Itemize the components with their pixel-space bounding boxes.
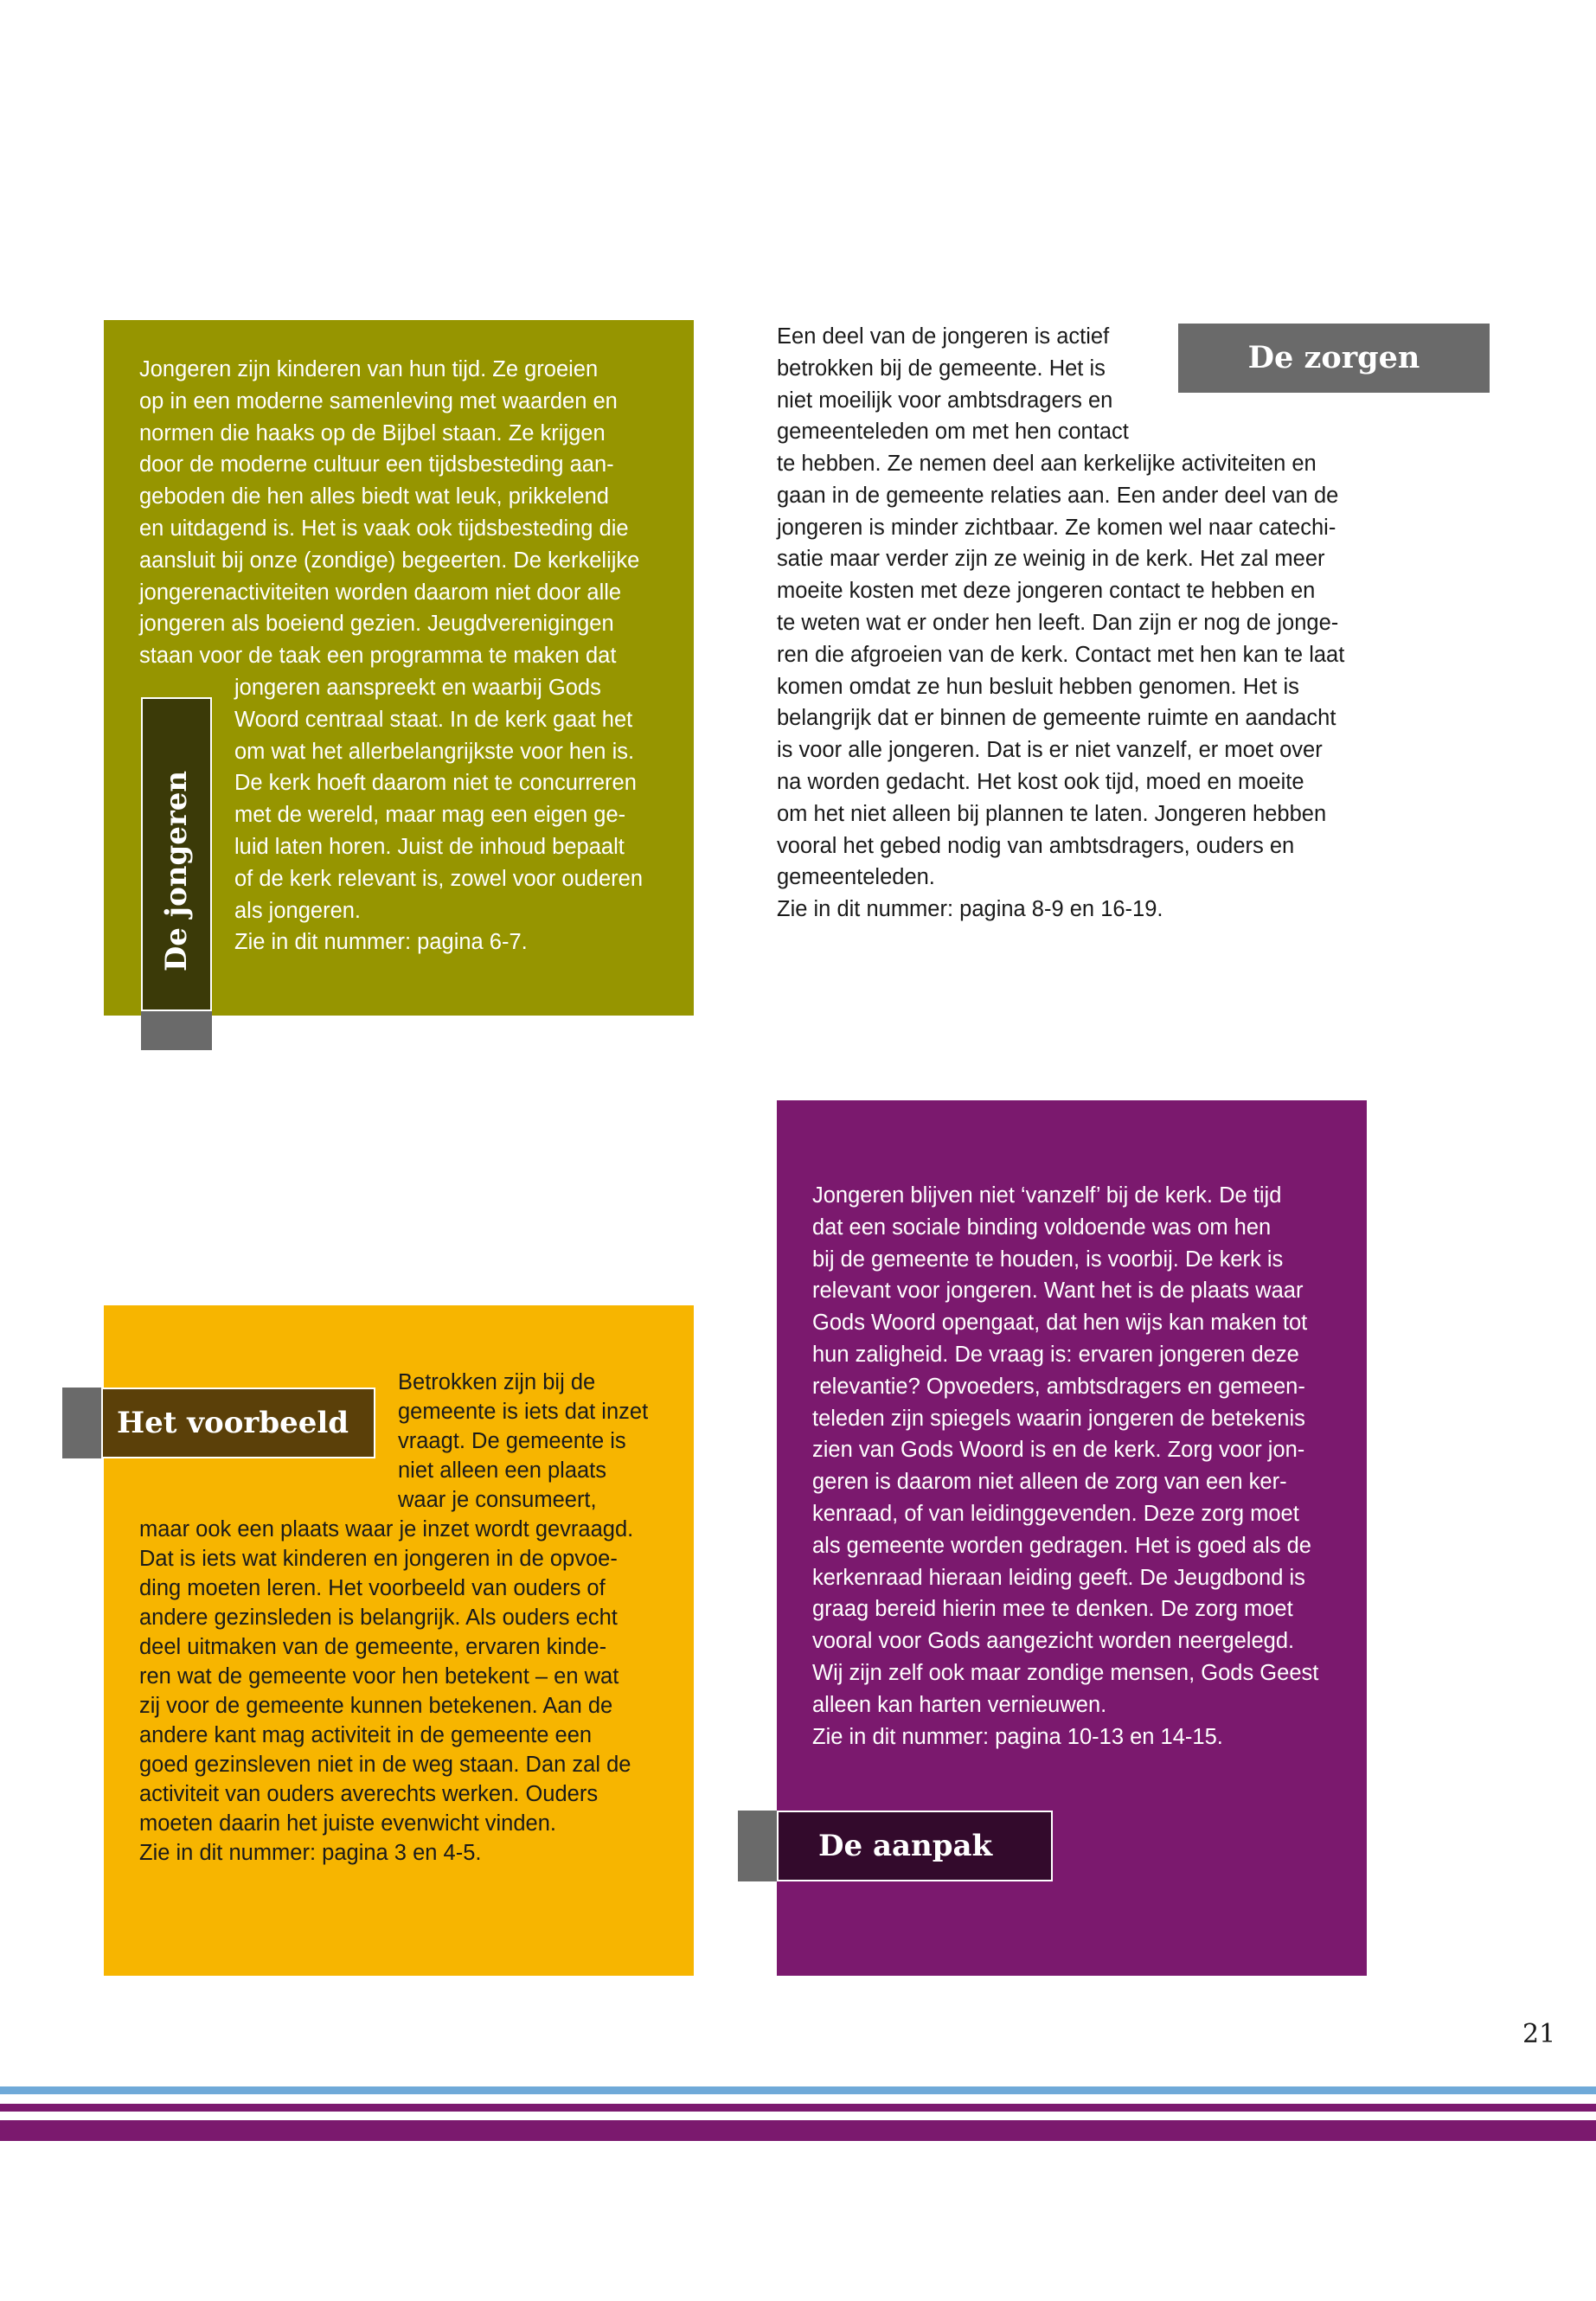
text-line: moeten daarin het juiste evenwicht vinden.	[139, 1811, 556, 1836]
text-line: om wat het allerbelangrijkste voor hen is.	[234, 739, 635, 764]
text-line: relevant voor jongeren. Want het is de plaats waar	[812, 1279, 1304, 1304]
text-line: Zie in dit nummer: pagina 3 en 4-5.	[139, 1841, 482, 1865]
text-line: geren is daarom niet alleen de zorg van een ker-	[812, 1470, 1287, 1495]
text-line: Een deel van de jongeren is actief	[777, 324, 1110, 349]
text-line: belangrijk dat er binnen de gemeente ruimte en aandacht	[777, 706, 1336, 731]
jongeren-text-bottom	[234, 672, 643, 958]
aanpak-title: De aanpak	[777, 1811, 1053, 1881]
text-line: vooral voor Gods aangezicht worden neergelegd.	[812, 1629, 1295, 1654]
text-line: na worden gedacht. Het kost ook tijd, moed en moeite	[777, 769, 1304, 794]
text-line: om het niet alleen bij plannen te laten. Jongeren hebben	[777, 801, 1327, 826]
aanpak-text	[812, 1180, 1318, 1753]
text-line: goed gezinsleven niet in de weg staan. Dan zal de	[139, 1753, 631, 1777]
text-line: Dat is iets wat kinderen en jongeren in de opvoe-	[139, 1547, 618, 1571]
text-line: zij voor de gemeente kunnen betekenen. Aan de	[139, 1694, 613, 1718]
text-line: ren die afgroeien van de kerk. Contact met hen kan te laat	[777, 642, 1345, 667]
text-line: niet moeilijk voor ambtsdragers en	[777, 388, 1113, 413]
text-line: als jongeren.	[234, 898, 362, 923]
voorbeeld-text-top	[398, 1368, 648, 1515]
text-line: jongeren als boeiend gezien. Jeugdverenigingen	[139, 612, 614, 637]
text-line: of de kerk relevant is, zowel voor ouderen	[234, 866, 643, 891]
text-line: jongeren is minder zichtbaar. Ze komen wel naar catechi-	[777, 515, 1336, 540]
text-line: en uitdagend is. Het is vaak ook tijdsbesteding die	[139, 516, 629, 541]
text-line: normen die haaks op de Bijbel staan. Ze krijgen	[139, 420, 606, 445]
text-line: deel uitmaken van de gemeente, ervaren kinde-	[139, 1635, 607, 1659]
zorgen-text-bottom	[777, 448, 1344, 926]
text-line: vooral het gebed nodig van ambtsdragers, ouders en	[777, 833, 1295, 858]
text-line: activiteit van ouders averechts werken. Ouders	[139, 1782, 599, 1806]
text-line: graag bereid hierin mee te denken. De zorg moet	[812, 1597, 1293, 1622]
text-line: komen omdat ze hun besluit hebben genomen. Het is	[777, 674, 1299, 699]
text-line: gemeente is iets dat inzet	[398, 1400, 649, 1424]
text-line: satie maar verder zijn ze weinig in de kerk. Het zal meer	[777, 547, 1325, 572]
text-line: andere kant mag activiteit in de gemeente een	[139, 1723, 593, 1747]
text-line: relevantie? Opvoeders, ambtsdragers en gemeen-	[812, 1374, 1305, 1399]
text-line: Zie in dit nummer: pagina 10-13 en 14-15.	[812, 1724, 1223, 1749]
text-line: De kerk hoeft daarom niet te concurreren	[234, 771, 637, 796]
text-line: Jongeren zijn kinderen van hun tijd. Ze groeien	[139, 357, 599, 381]
text-line: Betrokken zijn bij de	[398, 1370, 596, 1394]
text-line: aansluit bij onze (zondige) begeerten. De kerkelijke	[139, 548, 640, 573]
text-line: Zie in dit nummer: pagina 8-9 en 16-19.	[777, 897, 1163, 922]
page-number: 21	[1522, 2019, 1556, 2049]
text-line: luid laten horen. Juist de inhoud bepaalt	[234, 834, 625, 859]
text-line: te weten wat er onder hen leeft. Dan zijn er nog de jonge-	[777, 610, 1339, 635]
text-line: Zie in dit nummer: pagina 6-7.	[234, 930, 528, 955]
jongeren-title: De jongeren	[159, 770, 194, 972]
stripe-blue	[0, 2086, 1596, 2094]
voorbeeld-title: Het voorbeeld	[101, 1388, 375, 1458]
text-line: gaan in de gemeente relaties aan. Een ander deel van de	[777, 483, 1339, 508]
text-line: geboden die hen alles biedt wat leuk, prikkelend	[139, 484, 609, 510]
text-line: niet alleen een plaats	[398, 1458, 607, 1483]
text-line: te hebben. Ze nemen deel aan kerkelijke activiteiten en	[777, 452, 1317, 476]
text-line: als gemeente worden gedragen. Het is goed als de	[812, 1533, 1311, 1558]
text-line: maar ook een plaats waar je inzet wordt gevraagd.	[139, 1517, 634, 1541]
text-line: waar je consumeert,	[398, 1488, 597, 1512]
text-line: dat een sociale binding voldoende was om hen	[812, 1215, 1272, 1240]
text-line: alleen kan harten vernieuwen.	[812, 1692, 1107, 1717]
text-line: bij de gemeente te houden, is voorbij. De kerk is	[812, 1247, 1284, 1272]
text-line: op in een moderne samenleving met waarden en	[139, 388, 618, 413]
zorgen-text-top	[777, 321, 1129, 448]
text-line: is voor alle jongeren. Dat is er niet vanzelf, er moet over	[777, 738, 1323, 763]
text-line: zien van Gods Woord is en de kerk. Zorg voor jon-	[812, 1438, 1305, 1463]
text-line: hun zaligheid. De vraag is: ervaren jongeren deze	[812, 1342, 1299, 1367]
text-line: Woord centraal staat. In de kerk gaat het	[234, 707, 633, 732]
text-line: kerkenraad hieraan leiding geeft. De Jeugdbond is	[812, 1565, 1305, 1590]
text-line: Wij zijn zelf ook maar zondige mensen, Gods Geest	[812, 1660, 1319, 1685]
text-line: kenraad, of van leidinggevenden. Deze zorg moet	[812, 1501, 1299, 1526]
text-line: vraagt. De gemeente is	[398, 1429, 626, 1453]
text-line: Jongeren blijven niet ‘vanzelf’ bij de kerk. De tijd	[812, 1183, 1282, 1208]
text-line: jongeren aanspreekt en waarbij Gods	[234, 676, 601, 700]
text-line: ren wat de gemeente voor hen betekent – en wat	[139, 1664, 619, 1689]
stripe-purple-2	[0, 2120, 1596, 2141]
text-line: Gods Woord opengaat, dat hen wijs kan maken tot	[812, 1311, 1308, 1336]
stripe-purple-1	[0, 2104, 1596, 2112]
text-line: door de moderne cultuur een tijdsbesteding aan-	[139, 452, 614, 478]
text-line: gemeenteleden om met hen contact	[777, 420, 1129, 445]
text-line: andere gezinsleden is belangrijk. Als ouders echt	[139, 1606, 618, 1630]
jongeren-text-top	[139, 354, 639, 672]
text-line: betrokken bij de gemeente. Het is	[777, 356, 1106, 381]
text-line: teleden zijn spiegels waarin jongeren de betekenis	[812, 1406, 1305, 1431]
text-line: met de wereld, maar mag een eigen ge-	[234, 803, 626, 828]
voorbeeld-text-bottom	[139, 1515, 633, 1868]
text-line: staan voor de taak een programma te maken dat	[139, 644, 617, 669]
zorgen-title: De zorgen	[1178, 324, 1490, 393]
text-line: ding moeten leren. Het voorbeeld van ouders of	[139, 1576, 606, 1600]
text-line: jongerenactiviteiten worden daarom niet door alle	[139, 580, 622, 605]
text-line: gemeenteleden.	[777, 865, 935, 890]
text-line: moeite kosten met deze jongeren contact te hebben en	[777, 579, 1316, 604]
